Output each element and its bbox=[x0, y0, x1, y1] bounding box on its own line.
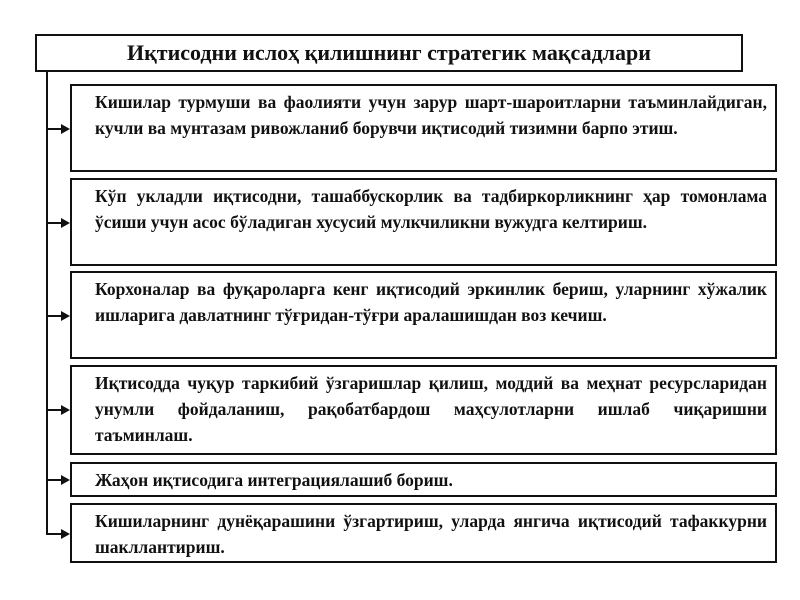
arrow-connector-3 bbox=[46, 315, 62, 317]
goal-box-1: Кишилар турмуши ва фаолияти учун зарур шарт-шароитларни таъминлайдиган, кучли ва мунтазам ривожланиб борувчи иқтисодий тизимни барпо этиш. bbox=[70, 84, 777, 172]
goal-box-6: Кишиларнинг дунёқарашини ўзгартириш, уларда янгича иқтисодий тафаккурни шакллантириш. bbox=[70, 503, 777, 563]
goal-box-5: Жаҳон иқтисодига интеграциялашиб бориш. bbox=[70, 462, 777, 497]
arrow-connector-2 bbox=[46, 222, 62, 224]
diagram-title: Иқтисодни ислоҳ қилишнинг стратегик мақсадлари bbox=[35, 34, 743, 72]
goal-box-2: Кўп укладли иқтисодни, ташаббускорлик ва тадбиркорликнинг ҳар томонлама ўсиши учун асос бўладиган хусусий мулкчиликни вужудга келтириш. bbox=[70, 178, 777, 266]
goal-box-4: Иқтисодда чуқур таркибий ўзгаришлар қилиш, моддий ва меҳнат ресурсларидан унумли фойдаланиш, рақобатбардош маҳсулотларни ишлаб чиқаришни таъминлаш. bbox=[70, 365, 777, 455]
connector-trunk bbox=[46, 72, 48, 534]
arrow-connector-6 bbox=[46, 533, 62, 535]
arrow-connector-4 bbox=[46, 409, 62, 411]
arrow-connector-1 bbox=[46, 128, 62, 130]
goal-box-3: Корхоналар ва фуқароларга кенг иқтисодий эркинлик бериш, уларнинг хўжалик ишларига давлатнинг тўғридан-тўғри аралашишдан воз кечиш. bbox=[70, 271, 777, 359]
arrow-connector-5 bbox=[46, 479, 62, 481]
